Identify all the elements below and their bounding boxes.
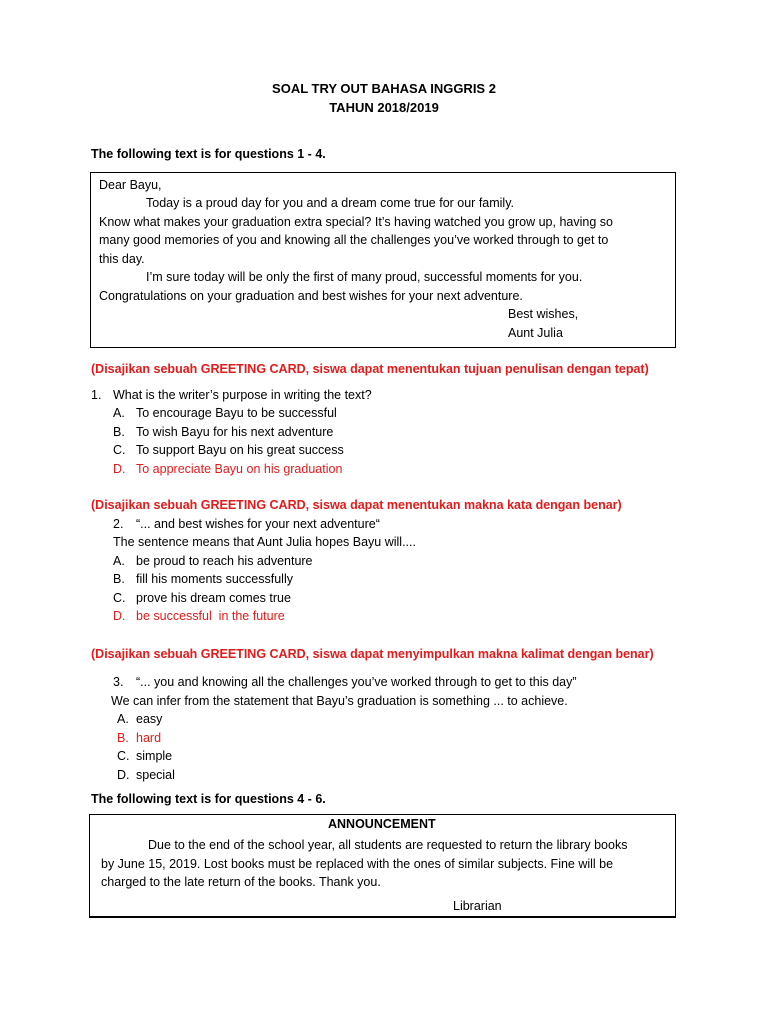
page-title: SOAL TRY OUT BAHASA INGGRIS 2: [272, 81, 496, 96]
q1-option-c-letter: C.: [113, 443, 126, 457]
letter-line-5: I’m sure today will be only the first of many proud, successful moments for you.: [146, 270, 583, 284]
q1-number: 1.: [91, 388, 102, 402]
q2-question: The sentence means that Aunt Julia hopes Bayu will....: [113, 535, 416, 549]
q3-option-a-letter: A.: [117, 712, 129, 726]
letter-line-3: many good memories of you and knowing all the challenges you’ve worked through to get to: [99, 233, 609, 247]
q2-option-c: prove his dream comes true: [136, 591, 291, 605]
q1-option-d-letter: D.: [113, 462, 126, 476]
announcement-heading: ANNOUNCEMENT: [328, 817, 436, 831]
q3-option-d-letter: D.: [117, 768, 130, 782]
q3-option-d: special: [136, 768, 175, 782]
announcement-line-2: by June 15, 2019. Lost books must be replaced with the ones of similar subjects. Fine will be: [101, 857, 614, 871]
q1-option-b-letter: B.: [113, 425, 125, 439]
q2-indicator: (Disajikan sebuah GREETING CARD, siswa dapat menentukan makna kata dengan benar): [91, 498, 622, 512]
announcement-signature: Librarian: [453, 899, 502, 913]
q3-option-a: easy: [136, 712, 163, 726]
q2-option-b: fill his moments successfully: [136, 572, 293, 586]
letter-line-2: Know what makes your graduation extra special? It’s having watched you grow up, having so: [99, 215, 613, 229]
letter-line-1: Today is a proud day for you and a dream come true for our family.: [146, 196, 515, 210]
q3-option-b-answer: hard: [136, 731, 162, 745]
letter-signature: Aunt Julia: [508, 326, 563, 340]
letter-line-6: Congratulations on your graduation and best wishes for your next adventure.: [99, 289, 523, 303]
section2-intro: The following text is for questions 4 - 6.: [91, 792, 326, 806]
q3-option-c: simple: [136, 749, 173, 763]
q1-option-d-answer: To appreciate Bayu on his graduation: [136, 462, 343, 476]
announcement-line-3: charged to the late return of the books. Thank you.: [101, 875, 381, 889]
q3-question: We can infer from the statement that Bayu’s graduation is something ... to achieve.: [111, 694, 568, 708]
q2-option-a-letter: A.: [113, 554, 125, 568]
q1-indicator: (Disajikan sebuah GREETING CARD, siswa dapat menentukan tujuan penulisan dengan tepat): [91, 362, 649, 376]
q2-number: 2.: [113, 517, 124, 531]
q3-number: 3.: [113, 675, 124, 689]
q2-option-d-answer: be successful in the future: [136, 609, 285, 623]
letter-closing: Best wishes,: [508, 307, 579, 321]
q1-question: What is the writer’s purpose in writing the text?: [113, 388, 372, 402]
q3-quote: “... you and knowing all the challenges you’ve worked through to get to this day”: [136, 675, 577, 689]
letter-greeting: Dear Bayu,: [99, 178, 162, 192]
q2-option-b-letter: B.: [113, 572, 125, 586]
letter-line-4: this day.: [99, 252, 145, 266]
q3-indicator: (Disajikan sebuah GREETING CARD, siswa dapat menyimpulkan makna kalimat dengan benar): [91, 647, 654, 661]
page-subtitle: TAHUN 2018/2019: [329, 100, 439, 115]
q3-option-c-letter: C.: [117, 749, 130, 763]
q3-option-b-letter: B.: [117, 731, 129, 745]
q2-quote: “... and best wishes for your next adventure“: [136, 517, 380, 531]
q2-option-c-letter: C.: [113, 591, 126, 605]
q1-option-c: To support Bayu on his great success: [136, 443, 344, 457]
section1-intro: The following text is for questions 1 - 4.: [91, 147, 326, 161]
q1-option-a-letter: A.: [113, 406, 125, 420]
q2-option-a: be proud to reach his adventure: [136, 554, 313, 568]
q1-option-b: To wish Bayu for his next adventure: [136, 425, 334, 439]
q2-option-d-letter: D.: [113, 609, 126, 623]
q1-option-a: To encourage Bayu to be successful: [136, 406, 337, 420]
announcement-line-1: Due to the end of the school year, all students are requested to return the library books: [148, 838, 628, 852]
